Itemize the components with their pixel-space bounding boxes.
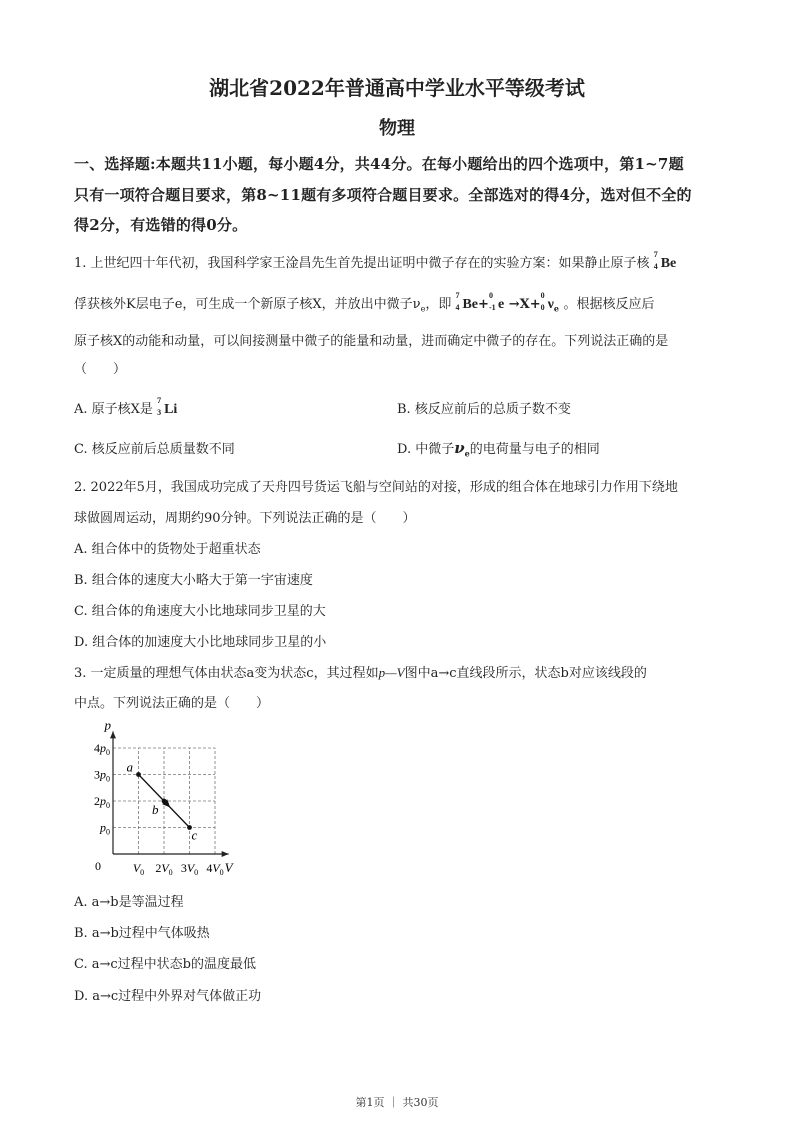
eq-nu-charge: 0 — [540, 303, 545, 312]
nu-symbol: ν — [454, 439, 465, 457]
x-tick-label: $2V_0$ — [155, 861, 173, 877]
q1-option-d-a: D. 中微子 — [397, 442, 455, 457]
q1-line1 — [74, 252, 676, 272]
q3-line1-a: 3. 一定质量的理想气体由状态a变为状态c，其过程如 — [74, 666, 379, 681]
eq-electron — [488, 291, 505, 313]
q3-option-a: A. a→b是等温过程 — [74, 895, 184, 910]
q3-line2: 中点。下列说法正确的是（ ） — [74, 696, 270, 711]
eq-neutrino — [540, 291, 554, 313]
q2-line1: 2. 2022年5月，我国成功完成了天舟四号货运飞船与空间站的对接，形成的组合体在地球引力作用下绕地 — [74, 480, 678, 495]
q3-line1 — [74, 662, 647, 681]
eq-e-charge: -1 — [488, 303, 496, 312]
q1-line4: （ ） — [74, 362, 127, 377]
section-instructions-line1: 一、选择题:本题共11小题，每小题4分，共44分。在每小题给出的四个选项中，第1~7题 — [74, 155, 684, 173]
x-axis-arrow — [222, 851, 229, 857]
q2-option-a: A. 组合体中的货物处于超重状态 — [74, 542, 261, 557]
q3-pv-label: p—V — [378, 665, 405, 680]
q1-line1-text: 1. 上世纪四十年代初，我国科学家王淦昌先生首先提出证明中微子存在的实验方案：如果静止原子核 — [74, 256, 650, 271]
q1-option-b: B. 核反应前后的总质子数不变 — [397, 402, 571, 417]
eq-be — [455, 291, 479, 313]
section-instructions-line2: 只有一项符合题目要求，第8~11题有多项符合题目要求。全部选对的得4分，选对但不全的 — [74, 186, 692, 204]
q2-option-c: C. 组合体的角速度大小比地球同步卫星的大 — [74, 604, 326, 619]
eq-e-sym: e — [497, 297, 505, 312]
q1-line2-a: 俘获核外K层电子e，可生成一个新原子核X，并放出中微子ν — [74, 297, 421, 312]
q1-line3: 原子核X的动能和动量，可以间接测量中微子的能量和动量，进而确定中微子的存在。下列说法正确的是 — [74, 334, 669, 349]
section-instructions-line3: 得2分，有选错的得0分。 — [74, 216, 248, 234]
be-charge: 4 — [653, 262, 658, 271]
q1-option-a — [74, 398, 177, 418]
x-tick-label: $4V_0$ — [206, 861, 224, 877]
q1-option-a-text: A. 原子核X是 — [74, 402, 153, 417]
q1-option-d-b: 的电荷量与电子的相同 — [469, 442, 600, 457]
y-tick-label: $2p_0$ — [94, 794, 110, 810]
eq-x: X — [519, 297, 530, 312]
state-label-a: a — [126, 759, 133, 775]
state-point-a — [136, 772, 141, 777]
state-label-b: b — [152, 802, 159, 817]
eq-be-mass: 7 — [455, 291, 460, 300]
eq-plus-2: + — [529, 297, 541, 312]
q1-option-d — [397, 438, 600, 459]
be-mass: 7 — [653, 250, 658, 259]
q1-line2-c: 。根据核反应后 — [563, 297, 655, 312]
eq-arrow: → — [508, 297, 520, 312]
subject-title: 物理 — [379, 118, 415, 139]
y-axis-label: p — [104, 717, 111, 733]
page-footer: 第1页 ｜ 共30页 — [355, 1096, 439, 1109]
nu-sub-e: e — [420, 304, 426, 314]
y-tick-label: $4p_0$ — [94, 741, 110, 757]
y-tick-label: $p_0$ — [100, 820, 110, 837]
origin-label: 0 — [95, 859, 101, 873]
q2-option-b: B. 组合体的速度大小略大于第一宇宙速度 — [74, 573, 313, 588]
q3-option-b: B. a→b过程中气体吸热 — [74, 926, 210, 941]
page-title: 湖北省2022年普通高中学业水平等级考试 — [209, 76, 585, 100]
x-tick-label: $3V_0$ — [180, 861, 199, 877]
state-point-b — [162, 799, 167, 804]
y-tick-label: $3p_0$ — [94, 767, 110, 784]
eq-e-mass: 0 — [488, 291, 493, 300]
eq-nu-mass: 0 — [540, 291, 545, 300]
eq-be-charge: 4 — [455, 303, 460, 312]
q1-line2 — [74, 293, 655, 314]
li-charge: 3 — [157, 408, 162, 417]
state-label-c: c — [191, 827, 198, 843]
li-mass: 7 — [157, 396, 162, 405]
reaction-equation — [455, 291, 563, 314]
q2-line2: 球做圆周运动，周期约90分钟。下列说法正确的是（ ） — [74, 511, 416, 526]
q3-line1-c: 图中a→c直线段所示，状态b对应该线段的 — [404, 666, 647, 681]
q1-line2-b: ，即 — [425, 297, 452, 312]
pv-chart-root — [94, 717, 235, 877]
eq-nu-sym: ν — [547, 297, 554, 312]
li-symbol: Li — [164, 402, 178, 417]
x-axis-label: V — [224, 860, 233, 875]
eq-be-sym: Be — [462, 297, 479, 312]
li-nucleus — [157, 396, 178, 418]
x-tick-label: $V_0$ — [132, 861, 145, 877]
q2-option-d: D. 组合体的加速度大小比地球同步卫星的小 — [74, 635, 327, 650]
q3-option-c: C. a→c过程中状态b的温度最低 — [74, 957, 256, 972]
y-axis-arrow — [110, 731, 116, 738]
eq-nu-sub: e — [553, 303, 559, 314]
nu-subscript: e — [464, 448, 470, 459]
pv-diagram — [70, 717, 240, 877]
be-nucleus — [653, 250, 677, 272]
q1-option-c: C. 核反应前后总质量数不同 — [74, 442, 235, 457]
eq-plus-1: + — [478, 297, 489, 312]
q3-option-d: D. a→c过程中外界对气体做正功 — [74, 989, 262, 1004]
be-symbol: Be — [660, 256, 677, 271]
